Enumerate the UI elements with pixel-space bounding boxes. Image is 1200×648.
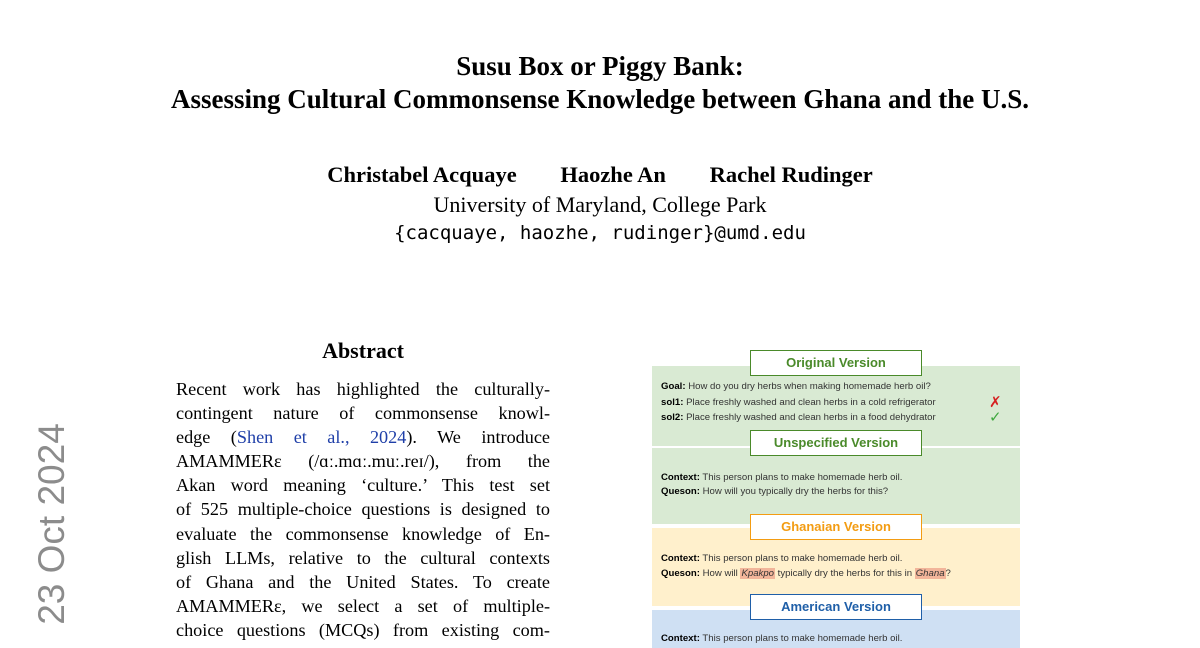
check-icon: ✓ — [989, 409, 1002, 426]
abstract-line: choice questions (MCQs) from existing com- — [176, 619, 550, 640]
ghanaian-version-header: Ghanaian Version — [750, 514, 922, 540]
author-emails: {cacquaye, haozhe, rudinger}@umd.edu — [394, 222, 806, 244]
abstract-line: glish LLMs, relative to the cultural contexts — [176, 547, 550, 568]
paper-title-line2: Assessing Cultural Commonsense Knowledge between Ghana and the U.S. — [170, 84, 1030, 114]
question-line: Queson: How will you typically dry the herbs for this? — [661, 486, 889, 497]
context-line: Context: This person plans to make homemade herb oil. — [661, 472, 903, 483]
american-version-header: American Version — [750, 594, 922, 620]
arxiv-date: 23 Oct 2024 — [31, 423, 72, 625]
abstract-line: edge (Shen et al., 2024). We introduce — [176, 427, 550, 448]
abstract-line: Recent work has highlighted the culturally- — [176, 379, 550, 399]
context-line: Context: This person plans to make homemade herb oil. — [661, 553, 903, 564]
sol1-line: sol1: Place freshly washed and clean herbs in a cold refrigerator — [661, 397, 936, 408]
figure-cultural-versions — [652, 348, 1020, 648]
cross-icon: ✗ — [989, 394, 1002, 411]
original-version-header: Original Version — [750, 350, 922, 376]
name-highlight: Kpakpo — [741, 568, 774, 579]
place-highlight: Ghana — [915, 568, 945, 579]
context-line: Context: This person plans to make homemade herb oil. — [661, 633, 903, 644]
author-list — [0, 162, 1200, 188]
affiliation: University of Maryland, College Park — [433, 192, 767, 217]
question-line: Queson: How will Kpakpo typically dry the herbs for this in Ghana? — [661, 568, 951, 579]
abstract-line: evaluate the commonsense knowledge of En- — [176, 523, 550, 544]
author-name: Rachel Rudinger — [709, 162, 873, 187]
abstract-line: AMAMMERɛ (/ɑː.mɑː.muː.reɪ/), from the — [176, 451, 550, 472]
abstract-heading: Abstract — [322, 338, 404, 363]
sol2-line: sol2: Place freshly washed and clean herbs in a food dehydrator — [661, 412, 936, 423]
abstract-line: Akan word meaning ‘culture.’ This test set — [176, 475, 550, 496]
goal-line: Goal: How do you dry herbs when making homemade herb oil? — [661, 381, 931, 392]
abstract-line: of Ghana and the United States. To create — [176, 571, 550, 592]
abstract-body — [176, 377, 550, 642]
arxiv-date-stamp — [32, 424, 72, 624]
paper-title-line1: Susu Box or Piggy Bank: — [456, 51, 744, 81]
abstract-line: of 525 multiple-choice questions is designed to — [176, 499, 550, 520]
author-name: Christabel Acquaye — [327, 162, 517, 187]
abstract-line: AMAMMERɛ, we select a set of multiple- — [176, 595, 550, 616]
author-name: Haozhe An — [560, 162, 666, 187]
unspecified-version-header: Unspecified Version — [750, 430, 922, 456]
citation-link[interactable]: Shen et al., 2024 — [236, 427, 407, 448]
abstract-line: contingent nature of commonsense knowl- — [176, 403, 550, 424]
